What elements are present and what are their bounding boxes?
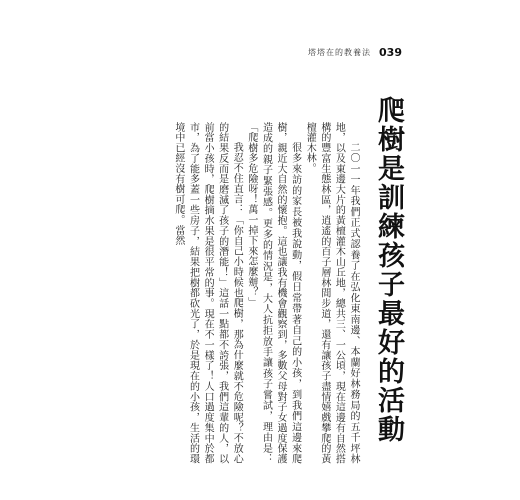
page-number: 039 [379,45,402,59]
paragraph: 我忍不住直言：「你自己小時候也爬樹，那為什麼就不危險呢？不放心的結果反而是磨滅了孩子的潛能！」這話一點都不誇張，我們這輩的人，以前當小孩時，爬樹摘水果是很平常的事。現在不一樣了！人口過度集中於都市，為了能多蓋一些房子，結果把樹都砍光了，於是現在的小孩，生活的環境中已經沒有樹可爬。當然 [172,122,243,464]
body-text [128,122,360,464]
chapter-title: 爬樹是訓練孩子最好的活動 [373,96,404,444]
paragraph: 二〇一一年我們正式認養了在弘化東南邊、本蘭好林務局的五千坪林地，以及東邊大片的黃檀灌木山丘地，總共三、一公頃，現在這邊有自然搭構的豐富生態林區，逍遙的百子層林間步道，還有讓孩子盡情嬉戲攀爬的黃檀灌木林。 [304,122,359,464]
running-head: 塔塔在的教養法 [308,47,372,57]
page-header [308,45,402,59]
paragraph: 很多來訪的家長被我說動，假日常帶著自己的小孩，到我們這邊來爬樹，親近大自然的懷抱。這也讓我有機會觀察到，多數父母對子女過度保護造成的親子緊張感。更多的情況是，大人抗拒放手讓孩子嘗試，理由是：「爬樹多危險呀！萬一掉下來怎麼辦？」 [245,122,301,464]
